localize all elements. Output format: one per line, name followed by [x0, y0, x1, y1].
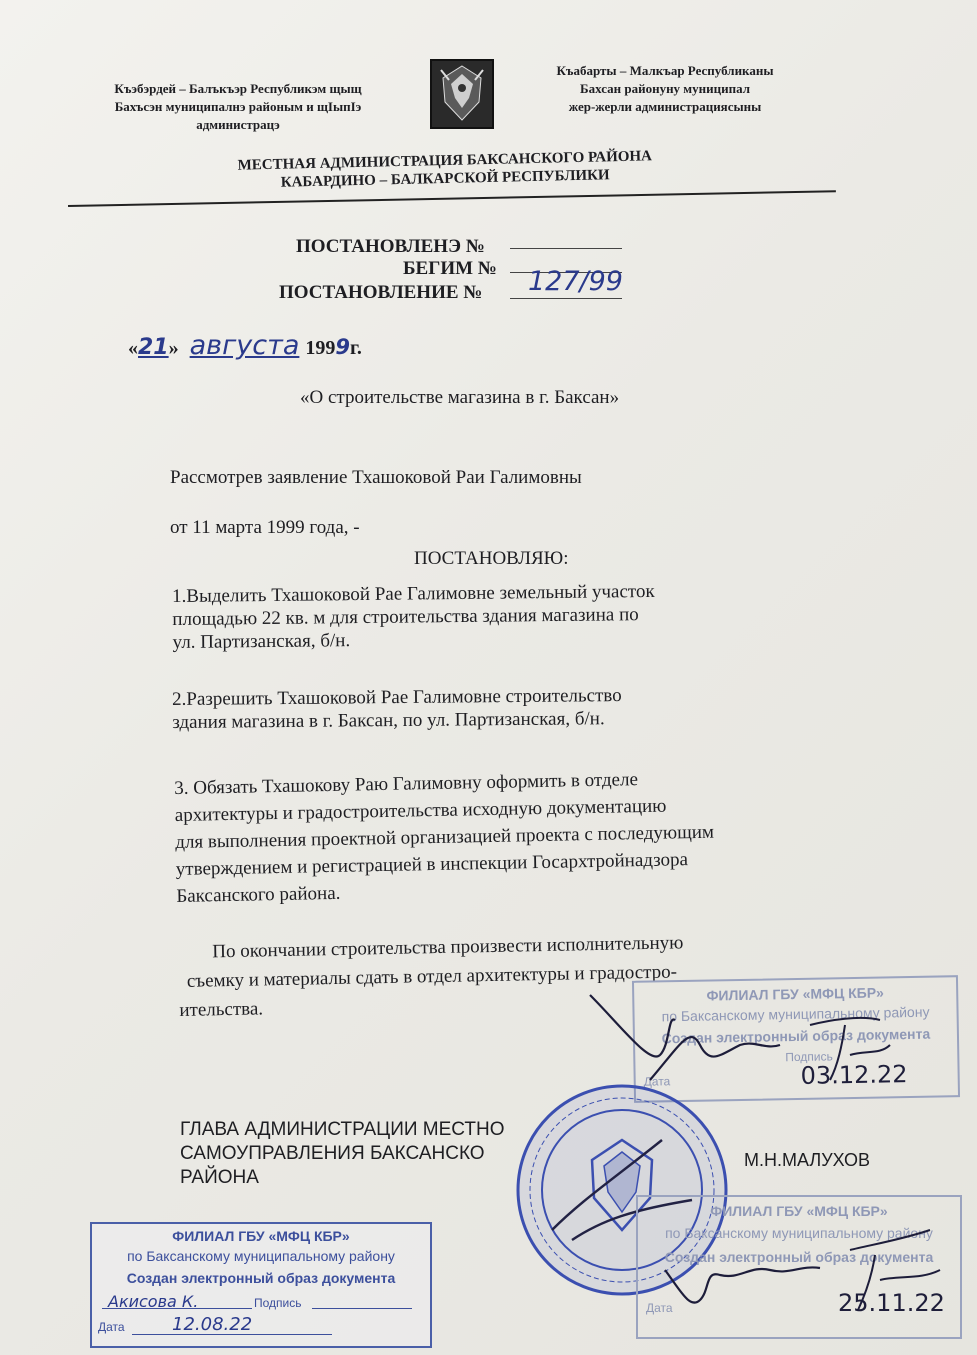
stamp-line: по Баксанскому муниципальному району	[661, 1003, 930, 1025]
item-3	[174, 765, 715, 910]
decree-subject: «О строительстве магазина в г. Баксан»	[300, 387, 620, 408]
intro-line: от 11 марта 1999 года, -	[170, 517, 360, 538]
item-line: здания магазина в г. Баксан, по ул. Партизанская, б/н.	[172, 708, 605, 733]
stamp-sign-label: Подпись	[785, 1049, 833, 1065]
closing-line: ительства.	[179, 998, 264, 1021]
header-right-balkar	[500, 62, 830, 116]
date-month-handwritten: августа	[189, 330, 300, 361]
header-left-line: администрацэ	[196, 117, 280, 132]
signature-position-line: ГЛАВА АДМИНИСТРАЦИИ МЕСТНО	[180, 1119, 505, 1140]
mfc-stamp-bottom-left	[90, 1222, 432, 1348]
intro-line: Рассмотрев заявление Тхашоковой Раи Галимовны	[170, 467, 582, 488]
decree-date	[128, 330, 362, 361]
item-line: ул. Партизанская, б/н.	[172, 630, 351, 653]
item-line: 3. Обязать Тхашокову Раю Галимовну оформить в отделе	[174, 769, 639, 799]
org-name	[170, 146, 721, 194]
item-line: 2.Разрешить Тхашоковой Рае Галимовне строительство	[172, 685, 622, 710]
item-line: для выполнения проектной организацией проекта с последующим	[175, 821, 715, 853]
date-year-digit-handwritten: 9	[335, 335, 350, 359]
item-line: архитектуры и градостроительства исходную документацию	[174, 795, 667, 826]
decree-label-russian: ПОСТАНОВЛЕНИЕ №	[279, 282, 483, 303]
date-day-handwritten: 21	[138, 335, 169, 360]
date-year-suffix: г.	[350, 337, 362, 359]
item-line: 1.Выделить Тхашоковой Рае Галимовне земельный участок	[172, 580, 655, 607]
stamp-line: Создан электронный образ документа	[126, 1270, 396, 1286]
org-name-line: КАБАРДИНО – БАЛКАРСКОЙ РЕСПУБЛИКИ	[280, 167, 610, 191]
item-1	[172, 580, 655, 654]
header-right-line: Бахсан районуну муниципал	[579, 81, 751, 96]
closing-line: По окончании строительства произвести исполнительную	[212, 932, 684, 963]
resolve-heading: ПОСТАНОВЛЯЮ:	[414, 548, 569, 569]
stamp-date-handwritten: 12.08.22	[172, 1314, 253, 1335]
closing-line: съемку и материалы сдать в отдел архитектуры и градостро-	[186, 961, 678, 992]
header-left-line: Бахъсэн муниципалнэ районым и щIыпIэ	[114, 99, 362, 114]
stamp-date-line	[132, 1334, 332, 1335]
handwritten-signature-top	[580, 985, 910, 1095]
date-close-quote: »	[168, 337, 179, 359]
item-line: площадью 22 кв. м для строительства здания магазина по	[172, 604, 639, 630]
stamp-line: Создан электронный образ документа	[664, 1249, 934, 1265]
stamp-line: по Баксанскому муниципальному району	[665, 1225, 933, 1241]
decree-label-balkar: БЕГИМ №	[403, 258, 497, 279]
stamp-line: по Баксанскому муниципальному району	[127, 1248, 395, 1264]
item-2	[172, 684, 622, 734]
header-right-line: жер-жерли администрациясыны	[568, 99, 762, 114]
stamp-date-label: Дата	[643, 1074, 671, 1089]
handwritten-signature-bottom	[660, 1220, 960, 1320]
signature-position	[180, 1118, 505, 1190]
header-left-kabardian	[52, 80, 424, 134]
stamp-line: ФИЛИАЛ ГБУ «МФЦ КБР»	[706, 984, 885, 1004]
item-line: Баксанского района.	[176, 882, 341, 907]
org-name-line: МЕСТНАЯ АДМИНИСТРАЦИЯ БАКСАНСКОГО РАЙОНА	[237, 148, 653, 174]
stamp-date-label: Дата	[98, 1320, 125, 1334]
stamp-line: ФИЛИАЛ ГБУ «МФЦ КБР»	[710, 1203, 888, 1219]
decree-number-handwritten: 127/99	[528, 266, 623, 297]
item-line: утверждением и регистрацией в инспекции Госархтройнадзора	[175, 849, 689, 880]
decree-label-kabardian: ПОСТАНОВЛЕНЭ №	[296, 236, 485, 257]
stamp-sign-label: Подпись	[254, 1296, 302, 1310]
header-left-line: Къэбэрдей – Балъкъэр Республикэм щыщ	[114, 81, 362, 96]
signatory-name: М.Н.МАЛУХОВ	[744, 1150, 871, 1170]
stamp-sign-line	[312, 1308, 412, 1309]
stamp-date-label: Дата	[646, 1301, 673, 1315]
decree-number-line	[510, 298, 622, 299]
date-open-quote: «	[128, 337, 138, 359]
signature-position-line: САМОУПРАВЛЕНИЯ БАКСАНСКО	[180, 1143, 485, 1164]
kbr-coat-of-arms-icon	[429, 58, 495, 130]
stamp-signer-line	[102, 1308, 252, 1309]
header-right-line: Къабарты – Малкъар Республиканы	[556, 63, 774, 78]
date-year-prefix: 199	[305, 337, 336, 359]
stamp-signer-handwritten: Акисова К.	[108, 1292, 199, 1311]
stamp-date-handwritten: 03.12.22	[800, 1060, 908, 1090]
stamp-line: ФИЛИАЛ ГБУ «МФЦ КБР»	[172, 1228, 350, 1244]
stamp-date-handwritten: 25.11.22	[838, 1289, 945, 1317]
decree-number-blank	[510, 248, 622, 249]
stamp-line: Создан электронный образ документа	[661, 1025, 931, 1047]
signature-position-line: РАЙОНА	[180, 1167, 259, 1188]
